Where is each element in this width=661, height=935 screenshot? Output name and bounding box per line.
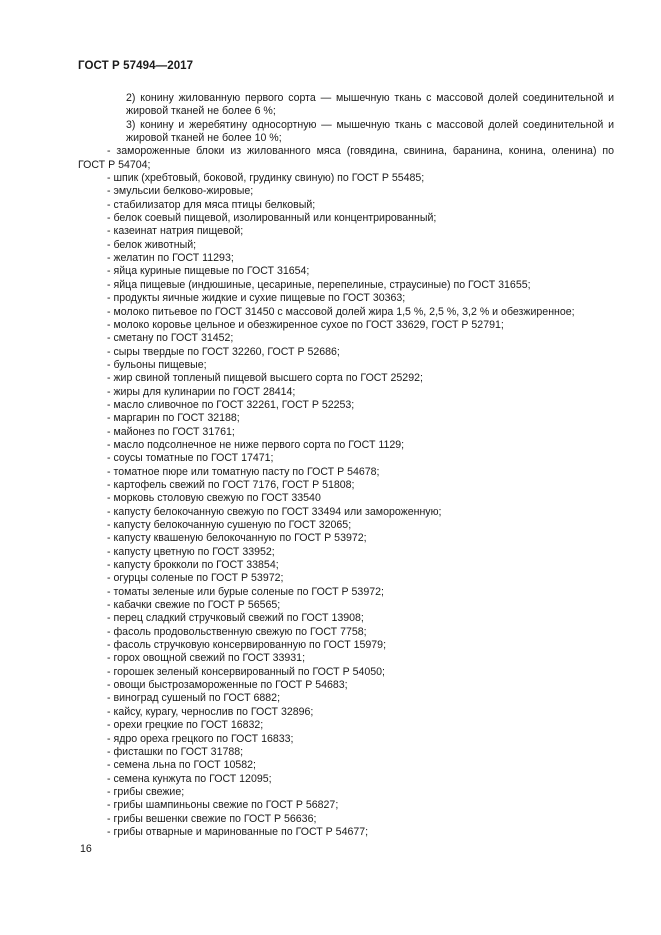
list-item: - маргарин по ГОСТ 32188;: [107, 412, 240, 425]
list-item: - жир свиной топленый пищевой высшего сорта по ГОСТ 25292;: [107, 372, 423, 385]
numbered-item-line: 2) конину жилованную первого сорта — мышечную ткань с массовой долей соединительной и: [126, 92, 614, 104]
list-item: - жиры для кулинарии по ГОСТ 28414;: [107, 385, 296, 398]
ingredient-list: [78, 172, 614, 839]
document-body: [78, 92, 614, 839]
numbered-item: [78, 119, 614, 146]
list-item: - грибы отварные и маринованные по ГОСТ Р 54677;: [107, 825, 369, 838]
list-item: - желатин по ГОСТ 11293;: [107, 252, 234, 265]
numbered-item-line: жировой тканей не более 10 %;: [126, 132, 282, 145]
list-item: - молоко питьевое по ГОСТ 31450 с массовой долей жира 1,5 %, 2,5 %, 3,2 % и обезжиренное;: [107, 305, 575, 318]
list-item: - сметану по ГОСТ 31452;: [107, 332, 234, 345]
numbered-item-line: 3) конину и жеребятину односортную — мышечную ткань с массовой долей соединительной и: [126, 118, 614, 131]
document-header: ГОСТ Р 57494—2017: [78, 60, 194, 72]
list-item: - фасоль стручковую консервированную по ГОСТ 15979;: [107, 639, 387, 652]
paragraph-line: ГОСТ Р 54704;: [78, 158, 151, 171]
list-item: - казеинат натрия пищевой;: [107, 225, 244, 238]
list-item: - виноград сушеный по ГОСТ 6882;: [107, 692, 281, 705]
paragraph-frozen-blocks: [78, 145, 614, 172]
list-item: - капусту белокочанную свежую по ГОСТ 33494 или замороженную;: [107, 505, 442, 518]
list-item: - грибы вешенки свежие по ГОСТ Р 56636;: [107, 812, 317, 825]
paragraph-line: - замороженные блоки из жилованного мяса (говядина, свинина, баранина, конина, оленина) по: [107, 145, 614, 158]
list-item: - фисташки по ГОСТ 31788;: [107, 745, 244, 758]
numbered-item: [78, 92, 614, 119]
list-item: - грибы свежие;: [107, 785, 185, 798]
list-item: - капусту цветную по ГОСТ 33952;: [107, 545, 275, 558]
list-item: - морковь столовую свежую по ГОСТ 33540: [107, 492, 321, 505]
list-item: - семена льна по ГОСТ 10582;: [107, 759, 256, 772]
list-item: - фасоль продовольственную свежую по ГОСТ 7758;: [107, 625, 367, 638]
list-item: - белок соевый пищевой, изолированный или концентрированный;: [107, 212, 437, 225]
list-item: - яйца куриные пищевые по ГОСТ 31654;: [107, 265, 310, 278]
list-item: - овощи быстрозамороженные по ГОСТ Р 54683;: [107, 679, 348, 692]
list-item: - бульоны пищевые;: [107, 358, 207, 371]
list-item: - масло сливочное по ГОСТ 32261, ГОСТ Р 52253;: [107, 398, 355, 411]
list-item: - грибы шампиньоны свежие по ГОСТ Р 56827;: [107, 799, 339, 812]
list-item: - орехи грецкие по ГОСТ 16832;: [107, 719, 264, 732]
list-item: - сыры твердые по ГОСТ 32260, ГОСТ Р 52686;: [107, 345, 340, 358]
list-item: - майонез по ГОСТ 31761;: [107, 425, 235, 438]
list-item: - томатное пюре или томатную пасту по ГОСТ Р 54678;: [107, 465, 380, 478]
list-item: - капусту квашеную белокочанную по ГОСТ Р 53972;: [107, 532, 367, 545]
list-item: - картофель свежий по ГОСТ 7176, ГОСТ Р 51808;: [107, 478, 355, 491]
list-item: - масло подсолнечное не ниже первого сорта по ГОСТ 1129;: [107, 438, 405, 451]
list-item: - продукты яичные жидкие и сухие пищевые по ГОСТ 30363;: [107, 292, 406, 305]
list-item: - соусы томатные по ГОСТ 17471;: [107, 452, 274, 465]
list-item: - капусту белокочанную сушеную по ГОСТ 32065;: [107, 519, 352, 531]
page-number: 16: [80, 843, 92, 855]
list-item: - горошек зеленый консервированный по ГОСТ Р 54050;: [107, 665, 385, 678]
list-item: - яйца пищевые (индюшиные, цесариные, перепелиные, страусиные) по ГОСТ 31655;: [107, 278, 531, 291]
list-item: - горох овощной свежий по ГОСТ 33931;: [107, 652, 306, 665]
list-item: - молоко коровье цельное и обезжиренное сухое по ГОСТ 33629, ГОСТ Р 52791;: [107, 318, 504, 331]
list-item: - кайсу, курагу, чернослив по ГОСТ 32896;: [107, 705, 314, 718]
list-item: - кабачки свежие по ГОСТ Р 56565;: [107, 599, 281, 612]
list-item: - семена кунжута по ГОСТ 12095;: [107, 772, 272, 785]
list-item: - томаты зеленые или бурые соленые по ГОСТ Р 53972;: [107, 585, 384, 598]
list-item: - эмульсии белково-жировые;: [107, 185, 254, 198]
list-item: - стабилизатор для мяса птицы белковый;: [107, 198, 316, 211]
list-item: - огурцы соленые по ГОСТ Р 53972;: [107, 572, 284, 585]
list-item: - перец сладкий стручковый свежий по ГОСТ 13908;: [107, 612, 364, 625]
list-item: - капусту брокколи по ГОСТ 33854;: [107, 559, 279, 572]
list-item: - ядро ореха грецкого по ГОСТ 16833;: [107, 732, 294, 745]
numbered-item-line: жировой тканей не более 6 %;: [126, 105, 276, 118]
list-item: - белок животный;: [107, 238, 197, 251]
list-item: - шпик (хребтовый, боковой, грудинку свиную) по ГОСТ Р 55485;: [107, 172, 425, 185]
